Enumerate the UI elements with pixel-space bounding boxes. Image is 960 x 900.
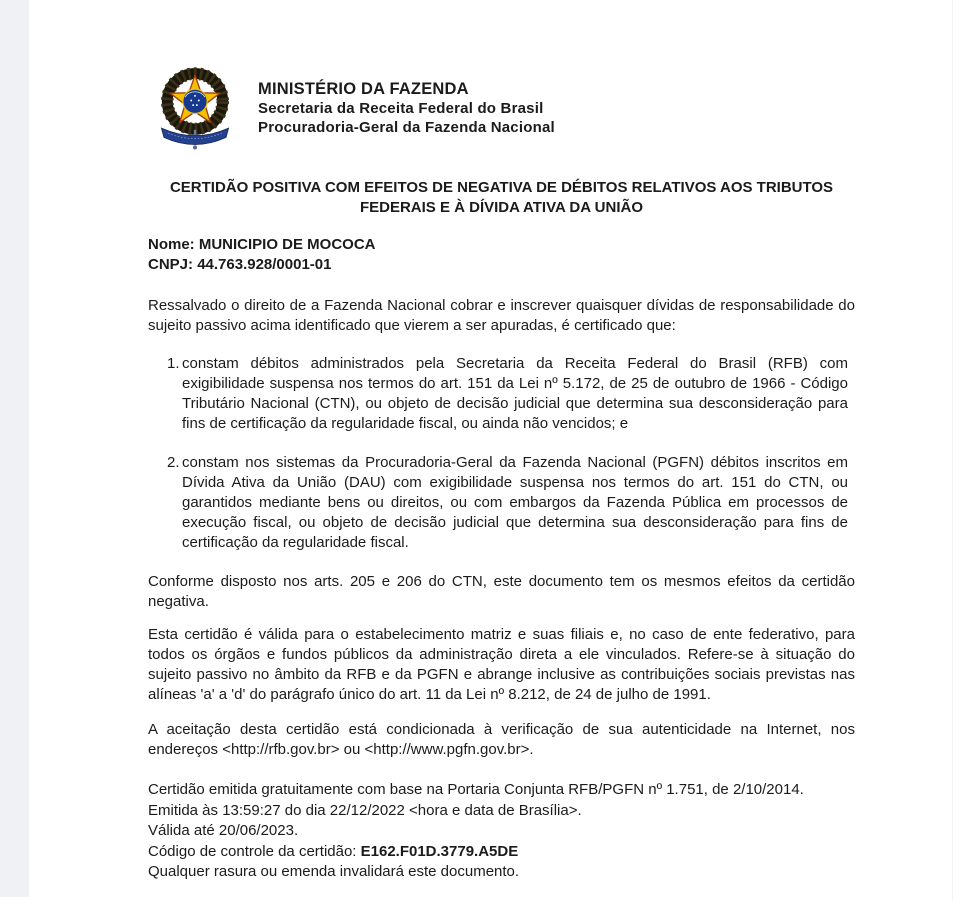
subject-cnpj-line — [148, 255, 855, 275]
control-code-value: E162.F01D.3779.A5DE — [360, 842, 519, 860]
brazil-coat-of-arms-icon — [148, 60, 242, 156]
issuance-line: Certidão emitida gratuitamente com base na Portaria Conjunta RFB/PGFN nº 1.751, de 2/10/2014. — [148, 781, 804, 798]
certificate-footer — [148, 780, 855, 883]
attorney-general-name: Procuradoria-Geral da Fazenda Nacional — [258, 119, 555, 136]
list-item — [167, 354, 855, 434]
subject-name-label: Nome: — [148, 236, 199, 253]
certificate-title-line2: FEDERAIS E À DÍVIDA ATIVA DA UNIÃO — [359, 199, 644, 216]
page-left-margin-strip — [0, 0, 29, 897]
warning-line: Qualquer rasura ou emenda invalidará este documento. — [148, 863, 520, 880]
certificate-title-line1: CERTIDÃO POSITIVA COM EFEITOS DE NEGATIVA DE DÉBITOS RELATIVOS AOS TRIBUTOS — [169, 179, 834, 196]
certification-items-list — [148, 354, 855, 553]
acceptance-paragraph: A aceitação desta certidão está condicionada à verificação de sua autenticidade na Internet, nos endereços <http://rfb.gov.br> ou <http://www.pgfn.gov.br>. — [148, 721, 855, 758]
subject-identification — [148, 235, 855, 274]
certificate-title — [148, 178, 855, 218]
secretariat-name: Secretaria da Receita Federal do Brasil — [258, 100, 544, 117]
effects-paragraph: Conforme disposto nos arts. 205 e 206 do CTN, este documento tem os mesmos efeitos da certidão negativa. — [148, 573, 855, 610]
list-item-text: constam débitos administrados pela Secretaria da Receita Federal do Brasil (RFB) com exigibilidade suspensa nos termos do art. 151 da Lei nº 5.172, de 25 de outubro de 1966 - Código Tributário Nacional (CTN), ou objeto de decisão judicial que determina sua desconsideração para fins de certificação da regularidade fiscal, ou ainda não vencidos; e — [182, 355, 848, 432]
document-header — [148, 60, 855, 156]
list-item-text: constam nos sistemas da Procuradoria-Geral da Fazenda Nacional (PGFN) débitos inscritos em Dívida Ativa da União (DAU) com exigibilidade suspensa nos termos do art. 151 do CTN, ou garantidos mediante bens ou direitos, ou com embargos da Fazenda Pública em processos de execução fiscal, ou objeto de decisão judicial que determina sua desconsideração para fins de certificação da regularidade fiscal. — [182, 454, 848, 551]
ministry-block — [258, 79, 555, 137]
validity-scope-paragraph: Esta certidão é válida para o estabelecimento matriz e suas filiais e, no caso de ente federativo, para todos os órgãos e fundos públicos da administração direta a ele vinculados. Refere-se à situação do sujeito passivo no âmbito da RFB e da PGFN e abrange inclusive as contribuições sociais previstas nas alíneas 'a' a 'd' do parágrafo único do art. 11 da Lei nº 8.212, de 24 de julho de 1991. — [148, 626, 855, 703]
valid-until-line: Válida até 20/06/2023. — [148, 822, 299, 839]
ministry-name: MINISTÉRIO DA FAZENDA — [258, 80, 469, 98]
subject-cnpj-value: 44.763.928/0001-01 — [197, 255, 332, 273]
list-item-number: 1. — [167, 355, 180, 372]
control-code-line — [148, 842, 855, 863]
list-item-number: 2. — [167, 454, 180, 471]
page-right-border — [952, 0, 953, 900]
subject-name-line — [148, 235, 855, 255]
subject-cnpj-label: CNPJ: — [148, 255, 198, 273]
intro-paragraph: Ressalvado o direito de a Fazenda Nacional cobrar e inscrever quaisquer dívidas de responsabilidade do sujeito passivo acima identificado que vierem a ser apuradas, é certificado que: — [148, 297, 855, 334]
list-item — [167, 453, 855, 553]
subject-name-value: MUNICIPIO DE MOCOCA — [198, 236, 376, 253]
certificate-document — [148, 0, 855, 883]
control-code-label: Código de controle da certidão: — [148, 842, 361, 860]
issued-at-line: Emitida às 13:59:27 do dia 22/12/2022 <hora e data de Brasília>. — [148, 801, 582, 819]
